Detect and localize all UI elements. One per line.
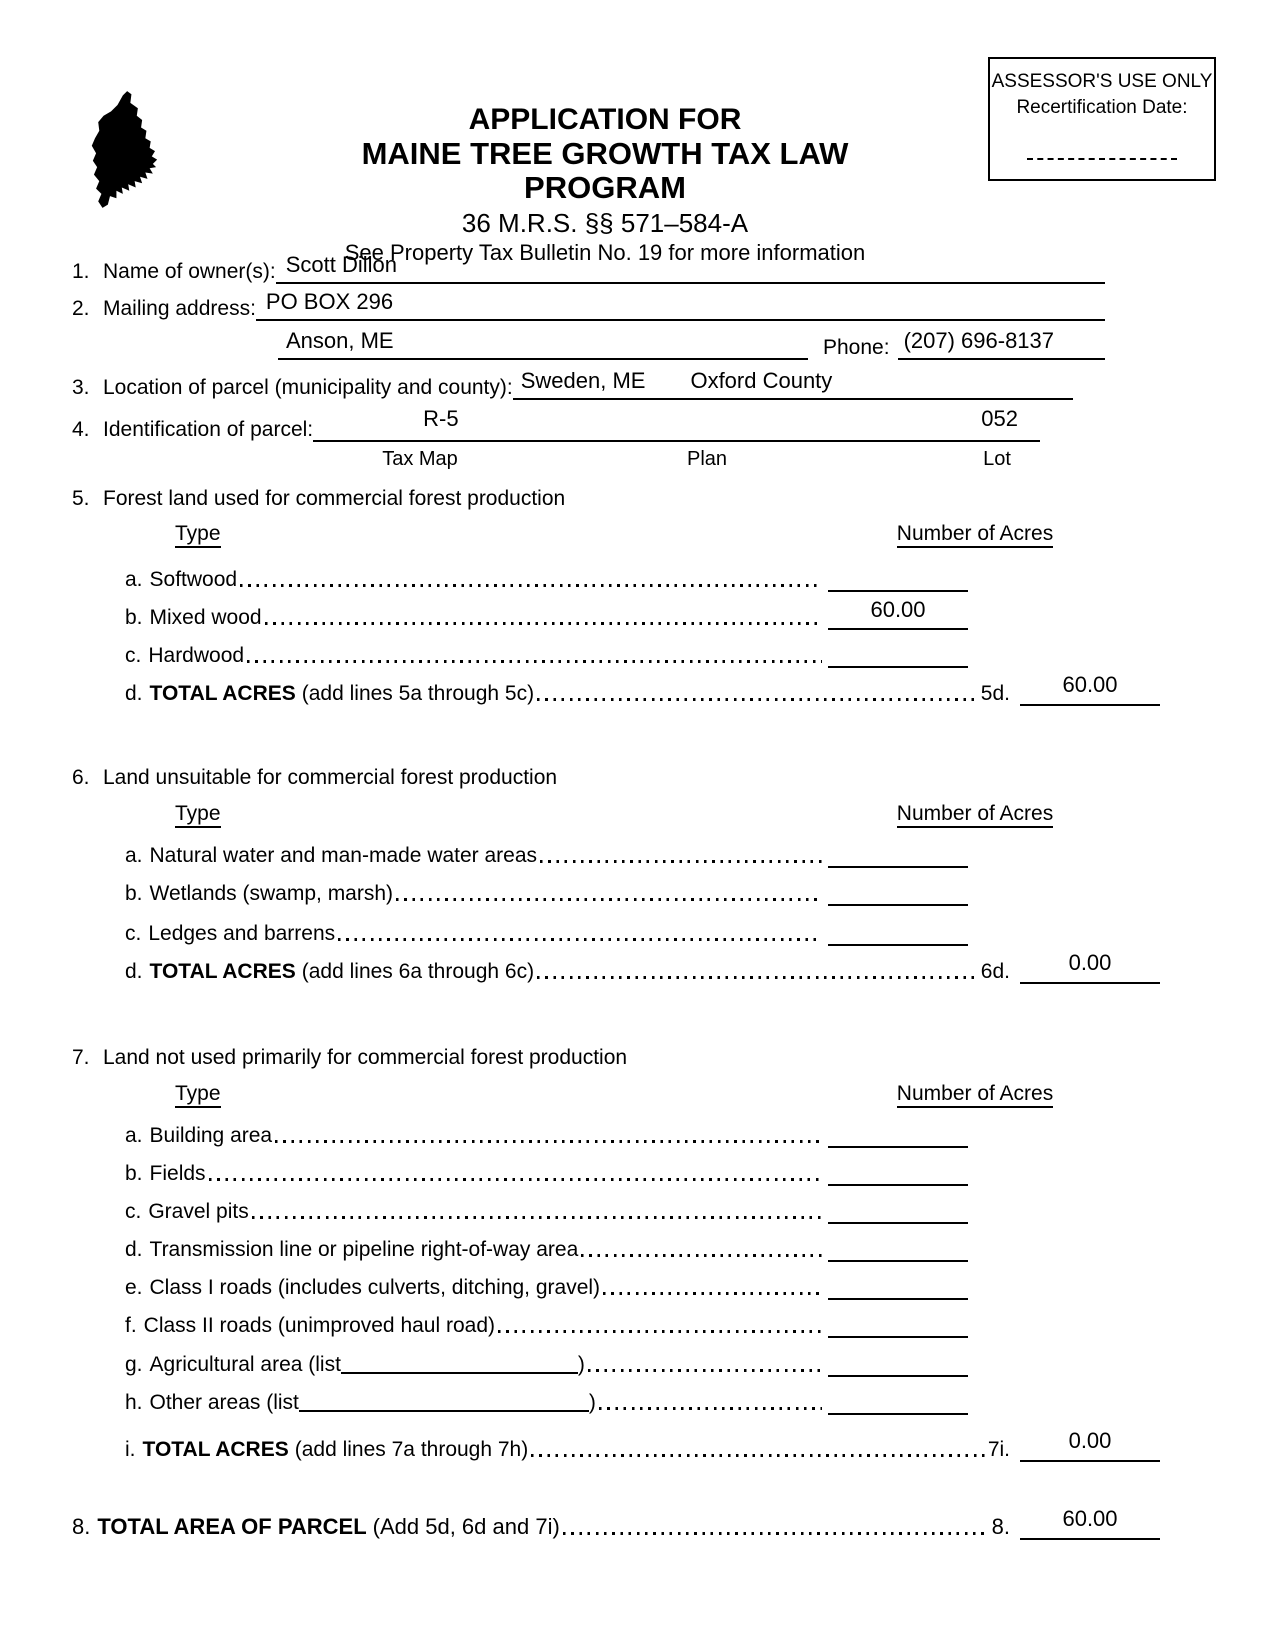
other-areas-acres-field[interactable]: [828, 1389, 968, 1415]
fields-acres-field[interactable]: [828, 1160, 968, 1186]
owner-row: [72, 246, 1105, 284]
form-title-block: [280, 103, 930, 266]
dotted-leader: [563, 1532, 986, 1535]
row-letter: d.: [125, 960, 143, 983]
dotted-leader: [240, 584, 822, 587]
row-letter: c.: [125, 644, 142, 667]
section7-total-field[interactable]: [1020, 1428, 1160, 1462]
row-letter: a.: [125, 568, 143, 591]
agricultural-list-field[interactable]: [341, 1372, 578, 1374]
row-label: Mixed wood: [149, 606, 262, 629]
dotted-leader: [209, 1178, 822, 1181]
bulletin-note: See Property Tax Bulletin No. 19 for more information: [344, 240, 866, 266]
row-label: Gravel pits: [148, 1200, 249, 1223]
gravel-pits-acres-field[interactable]: [828, 1198, 968, 1224]
row-letter: f.: [125, 1314, 137, 1337]
section7-total-row: [125, 1426, 1160, 1462]
lot-caption: Lot: [983, 448, 1011, 470]
row-letter: i.: [125, 1438, 136, 1461]
dotted-leader: [603, 1292, 822, 1295]
close-paren: ): [577, 1353, 585, 1376]
line-ref-6d: 6d.: [980, 960, 1010, 983]
row-letter: c.: [125, 922, 142, 945]
section5-type-header: Type: [175, 522, 221, 552]
section5-heading-text: Forest land used for commercial forest production: [103, 487, 566, 510]
row-letter: h.: [125, 1391, 143, 1414]
dotted-leader: [498, 1330, 822, 1333]
phone-row: [823, 322, 1105, 360]
dotted-leader: [599, 1407, 822, 1410]
form-title-line1: APPLICATION FOR: [468, 103, 742, 136]
row-label: Other areas (list: [149, 1391, 299, 1414]
section5-total-field[interactable]: [1020, 672, 1160, 706]
line-ref-5d: 5d.: [980, 682, 1010, 705]
class2-roads-acres-field[interactable]: [828, 1312, 968, 1338]
total-acres-paren: (add lines 6a through 6c): [301, 960, 535, 983]
section6-heading-text: Land unsuitable for commercial forest production: [103, 766, 558, 789]
dotted-leader: [531, 1454, 987, 1457]
row-letter: a.: [125, 844, 143, 867]
dotted-leader: [247, 660, 822, 663]
phone-field[interactable]: [898, 328, 1105, 360]
section-number: 5.: [72, 487, 90, 510]
parcel-location-row: [72, 362, 1073, 400]
row-label: Wetlands (swamp, marsh): [149, 882, 394, 905]
section5-row-hardwood: [125, 632, 968, 668]
close-paren: ): [588, 1391, 596, 1414]
other-areas-list-field[interactable]: [299, 1410, 589, 1412]
total-acres-label: TOTAL ACRES: [142, 1438, 289, 1461]
section6-total-row: [125, 948, 1160, 984]
dotted-leader: [537, 976, 975, 979]
section7-row-agricultural: [125, 1341, 968, 1377]
parcel-id-label: Identification of parcel:: [103, 418, 314, 441]
section7-row-fields: [125, 1150, 968, 1186]
ledges-acres-field[interactable]: [828, 920, 968, 946]
line-ref-8: 8.: [991, 1514, 1010, 1539]
section7-row-class1-roads: [125, 1264, 968, 1300]
section6-heading: [72, 766, 557, 790]
dotted-leader: [265, 622, 822, 625]
total-area-paren: (Add 5d, 6d and 7i): [372, 1514, 560, 1539]
row-label: Natural water and man-made water areas: [149, 844, 538, 867]
row-letter: a.: [125, 1124, 143, 1147]
row-label: Transmission line or pipeline right-of-way area: [149, 1238, 579, 1261]
class1-roads-acres-field[interactable]: [828, 1274, 968, 1300]
hardwood-acres-field[interactable]: [828, 642, 968, 668]
section7-type-header: Type: [175, 1082, 221, 1112]
dotted-leader: [275, 1140, 822, 1143]
line-ref-7i: 7i.: [987, 1438, 1010, 1461]
row-letter: e.: [125, 1276, 143, 1299]
mailing-address-value: PO BOX 296: [265, 289, 394, 314]
assessor-box-title: ASSESSOR'S USE ONLY: [991, 71, 1213, 92]
section7-heading-text: Land not used primarily for commercial forest production: [103, 1046, 628, 1069]
municipality-value: Sweden, ME: [520, 368, 646, 393]
tax-map-value: R-5: [423, 406, 459, 431]
dotted-leader: [588, 1369, 822, 1372]
wetlands-acres-field[interactable]: [828, 880, 968, 906]
item-number: 1.: [72, 260, 90, 283]
section7-acres-header: Number of Acres: [845, 1082, 1105, 1112]
total-acres-label: TOTAL ACRES: [149, 960, 296, 983]
form-title-line2: MAINE TREE GROWTH TAX LAW PROGRAM: [361, 135, 849, 206]
item-number: 2.: [72, 297, 90, 320]
section6-row-wetlands: [125, 870, 968, 906]
mailing-city-row: [278, 322, 808, 360]
row-letter: d.: [125, 1238, 143, 1261]
row-label: Agricultural area (list: [149, 1353, 341, 1376]
section7-row-transmission: [125, 1226, 968, 1262]
softwood-acres-field[interactable]: [828, 566, 968, 592]
row-label: Building area: [149, 1124, 273, 1147]
row-label: Fields: [149, 1162, 206, 1185]
mailing-city-field[interactable]: [278, 328, 808, 360]
row-label: Class I roads (includes culverts, ditching, gravel): [149, 1276, 601, 1299]
section-number: 6.: [72, 766, 90, 789]
transmission-acres-field[interactable]: [828, 1236, 968, 1262]
section6-total-value: 0.00: [1068, 950, 1112, 975]
item-number: 3.: [72, 376, 90, 399]
total-area-label: TOTAL AREA OF PARCEL: [97, 1514, 367, 1539]
mailing-city-value: Anson, ME: [286, 328, 394, 353]
county-value: Oxford County: [690, 368, 833, 393]
lot-value: 052: [981, 406, 1018, 431]
tax-map-caption: Tax Map: [382, 448, 458, 470]
agricultural-acres-field[interactable]: [828, 1351, 968, 1377]
item-number: 8.: [72, 1514, 91, 1539]
statute-reference: 36 M.R.S. §§ 571–584-A: [461, 208, 749, 239]
building-area-acres-field[interactable]: [828, 1122, 968, 1148]
section5-total-row: [125, 670, 1160, 706]
section6-row-ledges: [125, 910, 968, 946]
total-acres-paren: (add lines 7a through 7h): [294, 1438, 529, 1461]
row-letter: b.: [125, 1162, 143, 1185]
phone-label: Phone:: [823, 336, 890, 359]
section6-acres-header: Number of Acres: [845, 802, 1105, 832]
phone-value: (207) 696-8137: [903, 328, 1055, 353]
section7-row-building: [125, 1112, 968, 1148]
section5-row-softwood: [125, 556, 968, 592]
maine-state-logo-icon: [86, 90, 164, 210]
assessor-use-only-box: [988, 57, 1216, 181]
owner-name-value: Scott Dillon: [285, 252, 397, 277]
total-parcel-area-value: 60.00: [1062, 1506, 1118, 1531]
section6-row-natural-water: [125, 832, 968, 868]
row-label: Ledges and barrens: [148, 922, 336, 945]
dotted-leader: [252, 1216, 822, 1219]
section7-row-gravel-pits: [125, 1188, 968, 1224]
dotted-leader: [540, 860, 822, 863]
section7-total-value: 0.00: [1068, 1428, 1112, 1453]
total-acres-label: TOTAL ACRES: [149, 682, 296, 705]
mailing-address-label: Mailing address:: [103, 297, 256, 320]
owner-label: Name of owner(s):: [103, 260, 276, 283]
row-letter: g.: [125, 1353, 143, 1376]
row-letter: b.: [125, 882, 143, 905]
parcel-location-label: Location of parcel (municipality and county):: [103, 376, 513, 399]
section5-acres-header: Number of Acres: [845, 522, 1105, 552]
row-label: Hardwood: [148, 644, 245, 667]
row-label: Class II roads (unimproved haul road): [143, 1314, 496, 1337]
dotted-leader: [581, 1254, 822, 1257]
total-parcel-area-field[interactable]: [1020, 1506, 1160, 1540]
parcel-id-row: [72, 404, 1040, 442]
dotted-leader: [338, 938, 822, 941]
section5-row-mixed-wood: [125, 594, 968, 630]
mailing-address-field[interactable]: [256, 289, 1105, 321]
item-number: 4.: [72, 418, 90, 441]
row-letter: c.: [125, 1200, 142, 1223]
dotted-leader: [537, 698, 975, 701]
section-number: 7.: [72, 1046, 90, 1069]
plan-caption: Plan: [686, 448, 728, 470]
section7-row-other-areas: [125, 1379, 968, 1415]
dotted-leader: [396, 898, 822, 901]
recertification-date-field[interactable]: [1027, 158, 1177, 160]
section6-type-header: Type: [175, 802, 221, 832]
owner-name-field[interactable]: [276, 252, 1105, 284]
section6-total-field[interactable]: [1020, 950, 1160, 984]
section5-total-value: 60.00: [1062, 672, 1118, 697]
total-parcel-area-row: [72, 1502, 1160, 1540]
section5-heading: [72, 487, 565, 511]
parcel-location-field[interactable]: [513, 368, 1073, 400]
row-letter: d.: [125, 682, 143, 705]
total-acres-paren: (add lines 5a through 5c): [301, 682, 535, 705]
row-letter: b.: [125, 606, 143, 629]
recertification-date-label: Recertification Date:: [1016, 96, 1188, 118]
section7-row-class2-roads: [125, 1302, 968, 1338]
mailing-address-row: [72, 283, 1105, 321]
mixed-wood-acres-value: 60.00: [870, 597, 926, 622]
mixed-wood-acres-field[interactable]: [828, 597, 968, 630]
section7-heading: [72, 1046, 627, 1070]
parcel-id-field[interactable]: [313, 406, 1040, 442]
row-label: Softwood: [149, 568, 238, 591]
natural-water-acres-field[interactable]: [828, 842, 968, 868]
